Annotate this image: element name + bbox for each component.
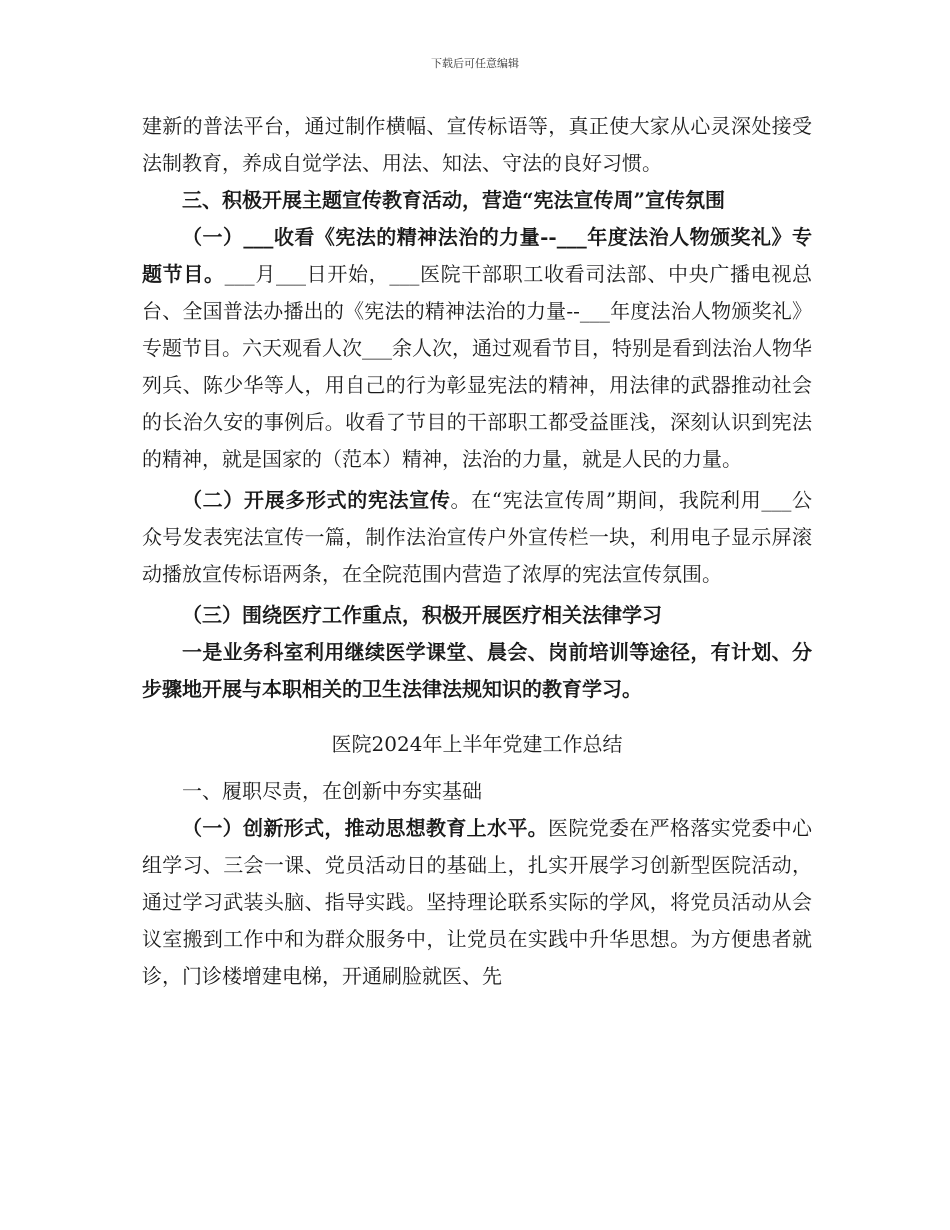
subsection-heading-three: （三）围绕医疗工作重点，积极开展医疗相关法律学习 xyxy=(182,603,662,627)
document-title: 医院2024年上半年党建工作总结 xyxy=(331,732,623,756)
header-note: 下载后可任意编辑 xyxy=(431,57,519,70)
paragraph-watch-program xyxy=(142,219,812,478)
section-heading-one: 一、履职尽责，在创新中夯实基础 xyxy=(182,779,482,803)
paragraph-lead-bold: （二）开展多形式的宪法宣传 xyxy=(182,488,451,512)
paragraph-lead-bold: （一）创新形式，推动思想教育上水平。 xyxy=(182,816,548,840)
paragraph-bold-study: 一是业务科室利用继续医学课堂、晨会、岗前培训等途径，有计划、分步骤地开展与本职相关的卫生法律法规知识的教育学习。 xyxy=(142,640,812,701)
paragraph-innovation xyxy=(142,810,812,995)
paragraph-body: ___月___日开始，___医院干部职工收看司法部、中央广播电视总台、全国普法办播出的《宪法的精神法治的力量--___年度法治人物颁奖礼》专题节目。六天观看人次___余人次，通过观看节目，特别是看到法治人物华列兵、陈少华等人，用自己的行为彰显宪法的精神，用法律的武器推动社会的长治久安的事例后。收看了节目的干部职工都受益匪浅，深刻认识到宪法的精神，就是国家的（范本）精神，法治的力量，就是人民的力量。 xyxy=(142,262,813,471)
paragraph-lead-bold: （一）___收看《宪法的精神法治的力量--___年度法治人物颁奖礼》专题节目。 xyxy=(142,225,812,286)
document-body xyxy=(142,108,812,995)
paragraph-continuation: 建新的普法平台，通过制作横幅、宣传标语等，真正使大家从心灵深处接受法制教育，养成自觉学法、用法、知法、守法的良好习惯。 xyxy=(142,114,812,175)
section-heading-three: 三、积极开展主题宣传教育活动，营造“宪法宣传周”宣传氛围 xyxy=(182,188,726,212)
paragraph-constitution-promotion xyxy=(142,482,812,593)
paragraph-body: 。在“宪法宣传周”期间，我院利用___公众号发表宪法宣传一篇，制作法治宣传户外宣传栏一块，利用电子显示屏滚动播放宣传标语两条，在全院范围内营造了浓厚的宪法宣传氛围。 xyxy=(142,488,813,586)
paragraph-body: 医院党委在严格落实党委中心组学习、三会一课、党员活动日的基础上，扎实开展学习创新型医院活动，通过学习武装头脑、指导实践。坚持理论联系实际的学风，将党员活动从会议室搬到工作中和为群众服务中，让党员在实践中升华思想。为方便患者就诊，门诊楼增建电梯，开通刷脸就医、先 xyxy=(142,816,812,988)
